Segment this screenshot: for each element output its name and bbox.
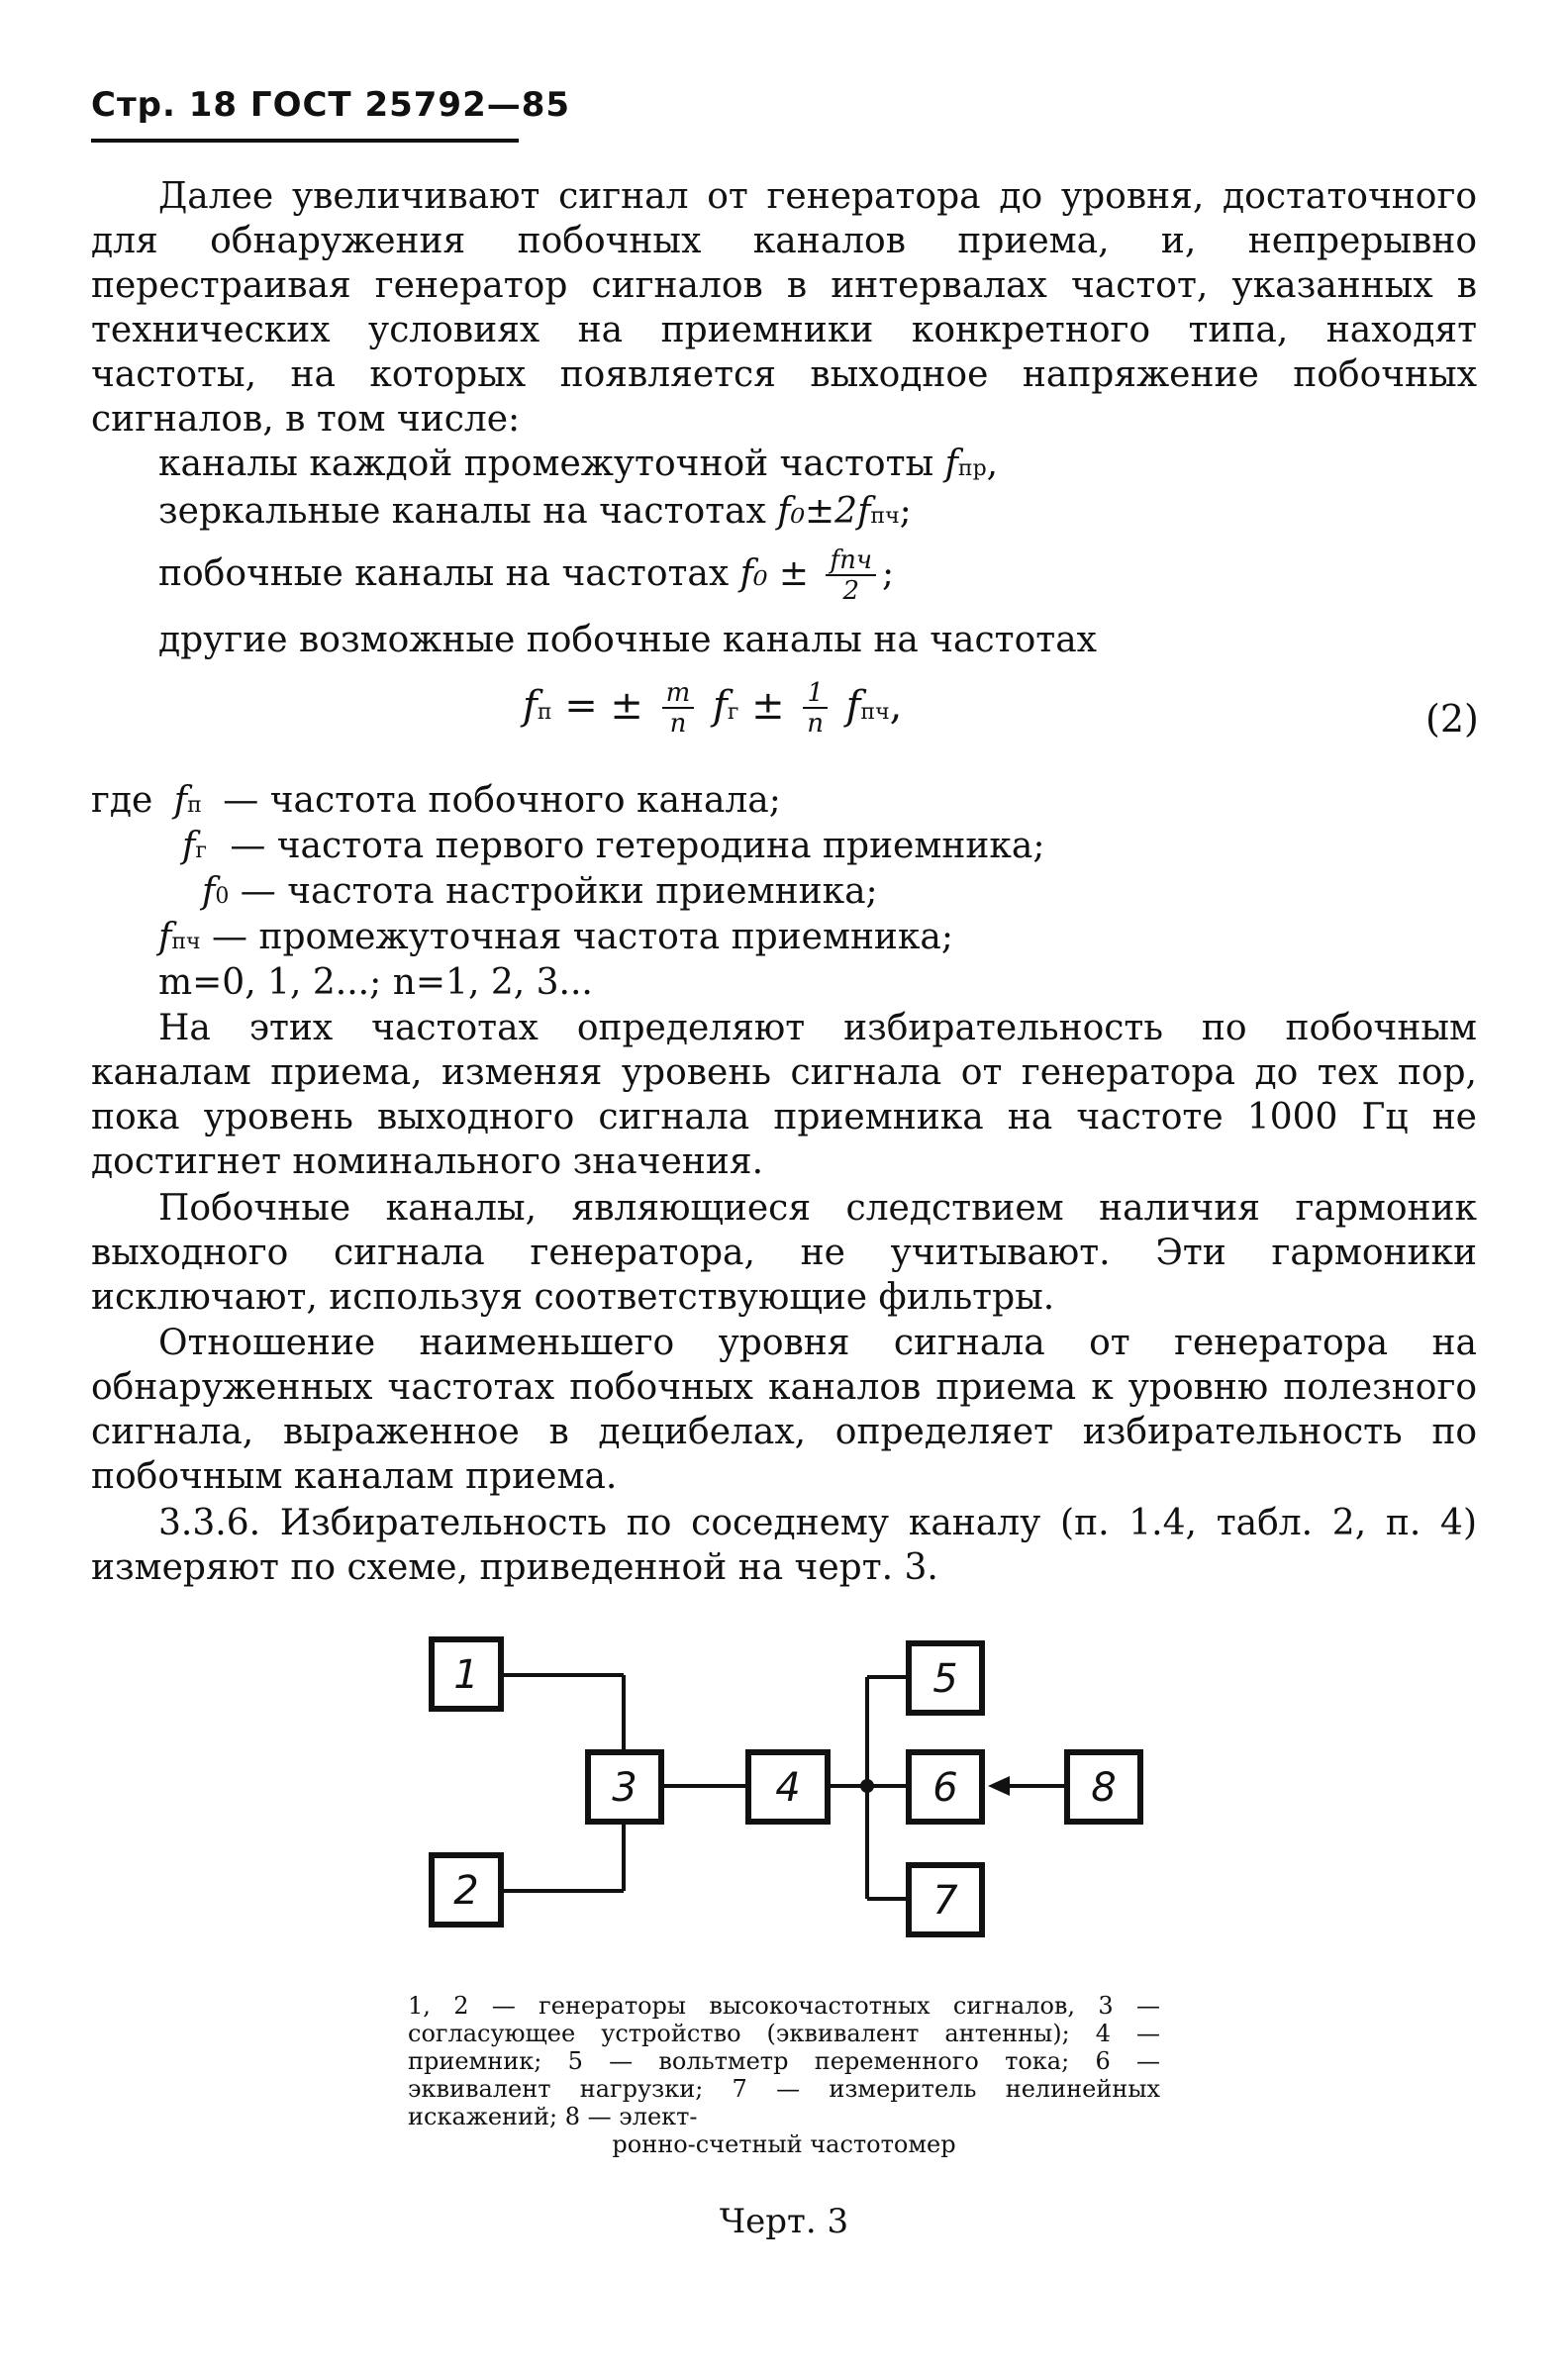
formula-end-sub: пч xyxy=(860,700,890,725)
channel-mirror-tail: ; xyxy=(899,491,912,532)
formula-lhs-sub: п xyxy=(537,700,552,725)
formula-frac1-num: m xyxy=(662,679,695,709)
formula-frac2-num: 1 xyxy=(803,679,828,709)
where-text-4: — промежуточная частота приемника; xyxy=(212,917,954,957)
channel-if-text: каналы каждой промежуточной частоты xyxy=(158,444,934,484)
where-sub-2: г xyxy=(195,839,207,863)
channel-side-num: fпч xyxy=(826,546,876,576)
where-sub-4: пч xyxy=(171,930,201,954)
where-sym-3: f xyxy=(202,871,216,912)
arrow-8-to-6 xyxy=(988,1776,1010,1796)
where-ranges: m=0, 1, 2...; n=1, 2, 3... xyxy=(158,962,593,1003)
where-sub-3: 0 xyxy=(215,884,230,909)
formula-frac1-den: n xyxy=(669,709,687,739)
formula-pm: ± xyxy=(751,683,785,729)
formula-lhs: f xyxy=(523,683,538,729)
intro-paragraph: Далее увеличивают сигнал от генератора до уровня, достаточного для обнаружения побочных каналов приема, и, непрерывно перестраивая генератор сигналов в интервалах частот, указанных в технических условиях на приемники конкретного типа, находят частоты, на которых появляется выходное напряжение побочных сигналов, в том числе: xyxy=(91,176,1477,440)
block-5-label: 5 xyxy=(932,1656,958,1702)
channel-mirror-text: зеркальные каналы на частотах xyxy=(158,491,766,532)
channel-side-tail: ; xyxy=(882,553,895,594)
channel-side-den: 2 xyxy=(842,576,860,606)
paragraph-4: 3.3.6. Избирательность по соседнему каналу (п. 1.4, табл. 2, п. 4) измеряют по схеме, приведенной на черт. 3. xyxy=(91,1503,1477,1588)
junction-dot xyxy=(860,1779,874,1793)
paragraph-3: Отношение наименьшего уровня сигнала от генератора на обнаруженных частотах побочных каналов приема к уровню полезного сигнала, выраженное в децибелах, определяет избирательность по побочным каналам приема. xyxy=(91,1323,1477,1497)
channel-mirror-expr: f₀±2f xyxy=(777,491,871,532)
paragraph-2: Побочные каналы, являющиеся следствием наличия гармоник выходного сигнала генератора, не учитывают. Эти гармоники исключают, используя соответствующие фильтры. xyxy=(91,1188,1477,1318)
page-header: Стр. 18 ГОСТ 25792—85 xyxy=(91,85,571,125)
equation-number: (2) xyxy=(1425,697,1479,741)
where-sym-4: f xyxy=(158,917,172,957)
block-2-label: 2 xyxy=(453,1868,479,1914)
block-7-label: 7 xyxy=(932,1878,958,1924)
block-3-label: 3 xyxy=(612,1765,637,1811)
where-text-1: — частота побочного канала; xyxy=(223,780,781,821)
block-4-label: 4 xyxy=(775,1765,801,1811)
channel-mirror-sub: пч xyxy=(870,504,900,529)
channel-other-line: другие возможные побочные каналы на частотах xyxy=(158,620,1097,660)
figure-caption: 1, 2 — генераторы высокочастотных сигналов, 3 — согласующее устройство (эквивалент антенны); 4 — приемник; 5 — вольтметр переменного тока; 6 — эквивалент нагрузки; 7 — измеритель нелинейных искажений; 8 — элект- xyxy=(408,1992,1160,2130)
formula-frac2-den: n xyxy=(807,709,824,739)
where-sub-1: п xyxy=(187,793,202,818)
channel-side-text: побочные каналы на частотах xyxy=(158,553,730,594)
figure-label: Черт. 3 xyxy=(719,2202,849,2241)
channel-if-sub: пр xyxy=(957,456,987,481)
channel-if-tail: , xyxy=(986,444,999,484)
figure-caption-last: ронно-счетный частотомер xyxy=(612,2130,956,2158)
formula-mid: f xyxy=(713,683,728,729)
channel-if-symbol: f xyxy=(944,444,958,484)
where-sym-1: f xyxy=(173,780,188,821)
channel-side-expr: f₀ ± xyxy=(739,553,810,594)
where-text-3: — частота настройки приемника; xyxy=(240,871,878,912)
formula-end-tail: , xyxy=(889,683,903,729)
block-8-label: 8 xyxy=(1091,1765,1117,1811)
block-1-label: 1 xyxy=(453,1652,479,1698)
where-text-2: — частота первого гетеродина приемника; xyxy=(230,826,1045,866)
formula-mid-sub: г xyxy=(727,700,739,725)
paragraph-1: На этих частотах определяют избирательность по побочным каналам приема, изменяя уровень сигнала от генератора до тех пор, пока уровень выходного сигнала приемника на частоте 1000 Гц не достигнет номинального значения. xyxy=(91,1008,1477,1182)
formula-end: f xyxy=(845,683,861,729)
formula-eq: = ± xyxy=(564,683,643,729)
where-lead: где xyxy=(91,780,153,821)
where-sym-2: f xyxy=(182,826,196,866)
block-6-label: 6 xyxy=(932,1765,958,1811)
